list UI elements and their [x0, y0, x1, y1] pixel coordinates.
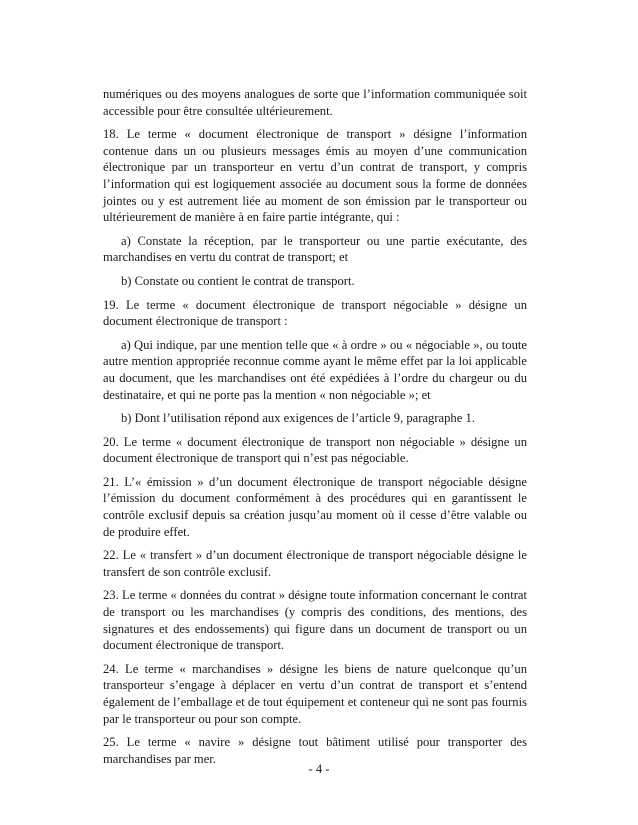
paragraph-19-b: b) Dont l’utilisation répond aux exigences de l’article 9, paragraphe 1.: [121, 411, 475, 426]
paragraph-19-a: a) Qui indique, par une mention telle que « à ordre » ou « négociable », ou toute autre mention appropriée reconnue comme ayant le même effet par la loi applicable au document, que les marchandises ont été expédiées à l’ordre du chargeur ou du destinataire, et qui ne porte pas la mention « non négociable »; et: [103, 337, 527, 402]
paragraph-20: 20. Le terme « document électronique de transport non négociable » désigne un document électronique de transport qui n’est pas négociable.: [103, 434, 527, 466]
paragraph-19: 19. Le terme « document électronique de transport négociable » désigne un document électronique de transport :: [103, 297, 527, 329]
page-number: - 4 -: [308, 762, 330, 776]
paragraph-continuation: numériques ou des moyens analogues de sorte que l’information communiquée soit accessible pour être consultée ultérieurement.: [103, 87, 527, 118]
paragraph-23: 23. Le terme « données du contrat » désigne toute information concernant le contrat de transport ou les marchandises (y compris des conditions, des mentions, des signatures et des endossements) qui figure dans un document de transport ou un document électronique de transport.: [103, 588, 527, 653]
paragraph-18-b: b) Constate ou contient le contrat de transport.: [121, 273, 355, 288]
paragraph-18-a: a) Constate la réception, par le transporteur ou une partie exécutante, des marchandises en vertu du contrat de transport; et: [103, 233, 527, 265]
paragraph-24: 24. Le terme « marchandises » désigne les biens de nature quelconque qu’un transporteur s’engage à déplacer en vertu d’un contrat de transport et s’entend également de l’emballage et de tout équipement et conteneur qui ne sont pas fournis par le transporteur ou pour son compte.: [103, 661, 527, 726]
document-body: [103, 86, 527, 774]
paragraph-25: 25. Le terme « navire » désigne tout bâtiment utilisé pour transporter des marchandises par mer.: [103, 735, 527, 766]
paragraph-21: 21. L’« émission » d’un document électronique de transport négociable désigne l’émission du document conformément à des procédures qui en garantissent le contrôle exclusif depuis sa création jusqu’au moment où il cesse d’être valable ou de produire effet.: [103, 474, 527, 539]
paragraph-22: 22. Le « transfert » d’un document électronique de transport négociable désigne le transfert de son contrôle exclusif.: [103, 548, 527, 579]
paragraph-18: 18. Le terme « document électronique de transport » désigne l’information contenue dans un ou plusieurs messages émis au moyen d’une communication électronique par un transporteur en vertu d’un contrat de transport, y compris l’information qui est logiquement associée au document sous la forme de données jointes ou y est autrement liée au moment de son émission par le transporteur ou ultérieurement de manière à en faire partie intégrante, qui :: [103, 127, 527, 225]
